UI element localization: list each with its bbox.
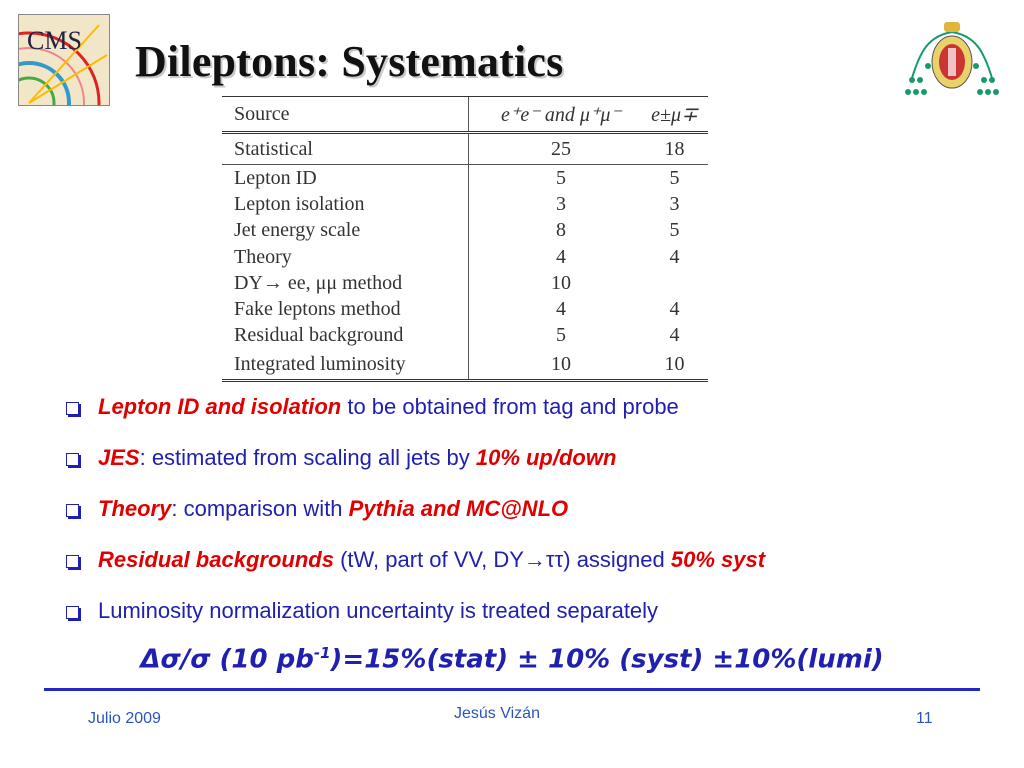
table-cell: Lepton isolation [234, 192, 365, 215]
bullet-text [98, 494, 568, 524]
table-header-row [222, 97, 708, 133]
table-cell: 5 [669, 219, 680, 242]
bullet-item [66, 494, 1006, 545]
formula-part: Δσ/σ (10 pb [140, 644, 314, 675]
table-header-label: e±μ∓ [651, 103, 698, 126]
table-cell: 5 [669, 166, 680, 189]
table-row [222, 323, 708, 349]
checkbox-bullet-icon [66, 402, 79, 415]
table-row [222, 349, 708, 381]
bullet-text [98, 596, 658, 626]
table-row [222, 165, 708, 192]
table-row [222, 244, 708, 270]
table-cell [641, 270, 708, 296]
bullet-text [98, 545, 765, 575]
bullet-emphasis: JES [98, 445, 140, 470]
table-cell: 4 [469, 296, 642, 322]
table-cell: 4 [669, 324, 680, 347]
cms-logo-text: CMS [27, 26, 82, 55]
table-cell: Integrated luminosity [222, 349, 469, 381]
table-cell: 18 [641, 133, 708, 165]
systematics-table [222, 96, 708, 382]
table-cell: 4 [669, 245, 680, 268]
bullet-emphasis: 10% up/down [475, 445, 617, 470]
table-cell: Jet energy scale [234, 219, 361, 242]
bullet-emphasis: Residual backgrounds [98, 547, 334, 572]
formula-superscript: -1 [313, 644, 331, 662]
table-row [222, 191, 708, 217]
table-header-label: e⁺e⁻ and μ⁺μ⁻ [500, 103, 622, 126]
bullet-item [66, 545, 1006, 596]
table-cell: Statistical [222, 133, 469, 165]
bullet-emphasis: Pythia and MC@NLO [348, 496, 569, 521]
table-cell: 5 [469, 323, 642, 349]
bullet-item [66, 596, 1006, 647]
table-cell: 4 [669, 298, 680, 321]
bullet-body: (tW, part of VV, DY→ττ) assigned [333, 547, 671, 572]
table-header [641, 97, 708, 133]
footer-author: Jesús Vizán [454, 705, 540, 722]
bullet-text [98, 392, 679, 422]
bullet-list [66, 392, 1006, 647]
table-row [222, 133, 708, 165]
bullet-body: : comparison with [171, 496, 349, 521]
bullet-item [66, 443, 1006, 494]
slide-title: Dileptons: Systematics [135, 37, 564, 86]
table-cell: Lepton ID [234, 166, 317, 189]
university-crest-icon [898, 18, 1006, 100]
checkbox-bullet-icon [66, 453, 79, 466]
table-cell: 25 [469, 133, 642, 165]
checkbox-bullet-icon [66, 606, 79, 619]
footer-date: Julio 2009 [88, 710, 161, 727]
slide-number: 11 [916, 710, 933, 727]
table-cell: 8 [469, 218, 642, 244]
footer-divider [44, 688, 980, 691]
table-cell: Theory [234, 245, 292, 268]
table-header [469, 97, 642, 133]
bullet-emphasis: Lepton ID and isolation [98, 394, 342, 419]
checkbox-bullet-icon [66, 555, 79, 568]
bullet-emphasis: 50% syst [670, 547, 766, 572]
bullet-body: : estimated from scaling all jets by [139, 445, 476, 470]
table-header: Source [222, 97, 469, 133]
table-cell: 4 [469, 244, 642, 270]
table-row [222, 296, 708, 322]
table-row [222, 270, 708, 296]
bullet-body: to be obtained from tag and probe [341, 394, 679, 419]
bullet-emphasis: Theory [98, 496, 172, 521]
formula-part: )=15%(stat) ± 10% (syst) ±10%(lumi) [330, 644, 884, 675]
bullet-item [66, 392, 1006, 443]
table-cell: 3 [669, 192, 680, 215]
bullet-text [98, 443, 616, 473]
table-row [222, 218, 708, 244]
table-cell: 10 [469, 270, 642, 296]
cross-section-formula [0, 644, 1024, 675]
table-cell: Residual background [234, 324, 404, 347]
table-cell: DY→ ee, μμ method [234, 271, 403, 294]
cms-logo [18, 14, 110, 106]
bullet-body: Luminosity normalization uncertainty is treated separately [98, 598, 659, 623]
table-cell: 5 [469, 165, 642, 192]
table-cell: Fake leptons method [234, 298, 401, 321]
table-cell: 3 [469, 191, 642, 217]
checkbox-bullet-icon [66, 504, 79, 517]
table-cell: 10 [641, 349, 708, 381]
table-cell: 10 [469, 349, 642, 381]
